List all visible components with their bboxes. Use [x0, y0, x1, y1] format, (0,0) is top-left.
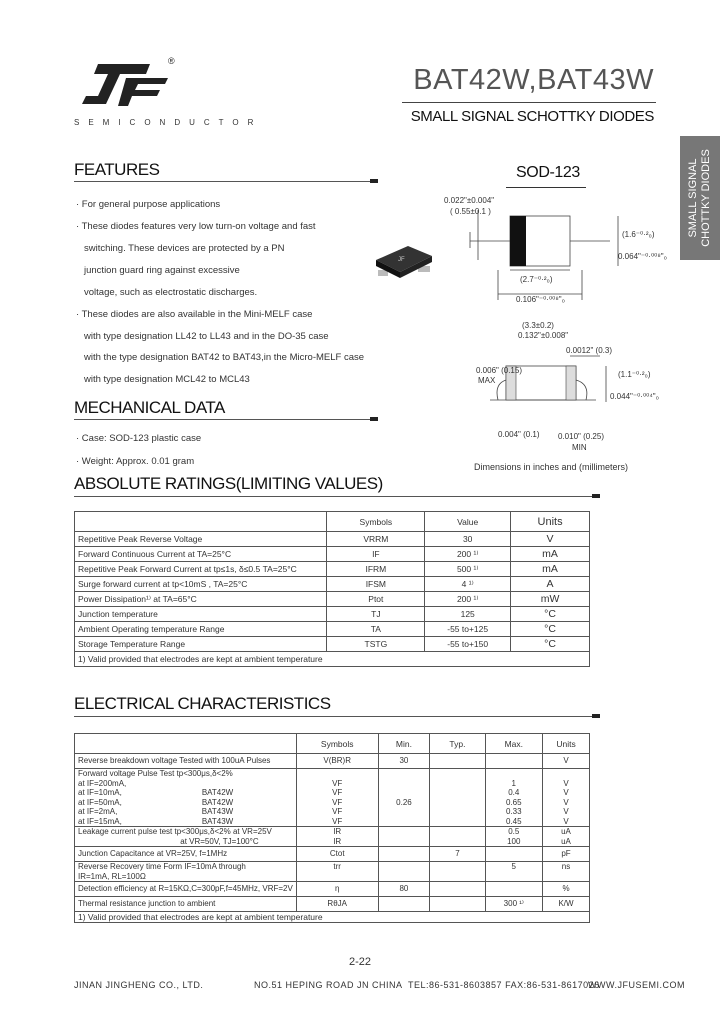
electrical-note: 1) Valid provided that electrodes are kept at ambient temperature — [75, 912, 590, 923]
typ-line — [433, 837, 481, 847]
package-caption: Dimensions in inches and (millimeters) — [474, 462, 629, 472]
sym-cell — [296, 847, 378, 862]
min-line: 80 — [399, 884, 409, 894]
unit-line — [546, 872, 586, 882]
param-cell: Repetitive Peak Reverse Voltage — [75, 532, 327, 547]
ratings-row — [75, 622, 590, 637]
param-line: at IF=2mA, BAT43W — [78, 807, 234, 816]
min-line — [382, 872, 427, 882]
typ-line — [433, 798, 481, 808]
ratings-row — [75, 592, 590, 607]
max-cell — [485, 897, 543, 912]
electrical-row — [75, 862, 590, 882]
typ-line — [433, 769, 481, 779]
max-line — [489, 769, 540, 779]
typ-cell — [430, 754, 485, 769]
ratings-table — [74, 511, 590, 667]
unit-line: ns — [561, 862, 571, 871]
param-cell: Ambient Operating temperature Range — [75, 622, 327, 637]
min-line — [382, 807, 427, 817]
symbol-cell: IF — [327, 547, 425, 562]
electrical-row — [75, 882, 590, 897]
symbol-cell: Ptot — [327, 592, 425, 607]
symbol-cell: TJ — [327, 607, 425, 622]
header-cell: Max. — [485, 734, 543, 754]
features-rule-mark — [370, 179, 378, 183]
mechanical-line: · Case: SOD-123 plastic case — [76, 433, 202, 444]
dim-body-length-in: 0.106"⁻⁰·⁰⁰⁸"₀ — [516, 295, 565, 304]
unit-line: uA — [561, 827, 571, 836]
sym-cell — [296, 897, 378, 912]
sym-line: IR — [333, 836, 342, 846]
min-line — [382, 779, 427, 789]
header-cell: Typ. — [430, 734, 485, 754]
max-line: 300 ¹⁾ — [503, 899, 524, 909]
param-line: IR=1mA, RL=100Ω — [78, 871, 146, 881]
param-cell: Junction temperature — [75, 607, 327, 622]
param-line: Forward voltage Pulse Test tp<300μs,δ<2% — [78, 769, 233, 778]
value-cell: 200 ¹⁾ — [425, 592, 511, 607]
ratings-row — [75, 532, 590, 547]
unit-cell: mA — [511, 547, 590, 562]
typ-line — [433, 827, 481, 837]
param-cell — [75, 754, 297, 769]
param-cell — [75, 882, 297, 897]
feature-line: with type designation LL42 to LL43 and in the DO-35 case — [84, 331, 329, 342]
unit-line: V — [563, 807, 569, 816]
min-line — [382, 862, 427, 872]
unit-cell: mW — [511, 592, 590, 607]
typ-line — [433, 884, 481, 894]
max-line: 0.65 — [505, 797, 522, 807]
sym-line — [300, 872, 375, 882]
min-cell — [378, 847, 430, 862]
dim-body-length-mm: (2.7⁻⁰·²₀) — [520, 275, 553, 284]
value-cell: -55 to+125 — [425, 622, 511, 637]
mechanical-title: MECHANICAL DATA — [74, 398, 225, 417]
dim-lead-thickness: 0.0012" (0.3) — [566, 346, 612, 355]
max-cell — [485, 827, 543, 847]
unit-cell: °C — [511, 622, 590, 637]
unit-line: V — [563, 778, 569, 788]
typ-cell — [430, 847, 485, 862]
max-line: 5 — [511, 862, 516, 871]
dim-lead-length-min: MIN — [572, 443, 587, 452]
unit-cell: °C — [511, 637, 590, 652]
feature-line: with the type designation BAT42 to BAT43,in the Micro-MELF case — [84, 352, 365, 363]
registered-mark: ® — [168, 56, 175, 66]
min-cell — [378, 827, 430, 847]
sym-cell — [296, 827, 378, 847]
company-sub-text: SEMICONDUCTOR — [74, 118, 263, 127]
electrical-title: ELECTRICAL CHARACTERISTICS — [74, 694, 331, 713]
feature-line: · These diodes features very low turn-on voltage and fast — [76, 221, 316, 232]
feature-line: voltage, such as electrostatic discharges. — [84, 287, 258, 298]
header-cell: Value — [425, 512, 511, 532]
param-cell — [75, 827, 297, 847]
typ-line — [433, 788, 481, 798]
ratings-header-row — [75, 512, 590, 532]
sym-line: VF — [332, 816, 343, 826]
value-cell: 125 — [425, 607, 511, 622]
min-cell — [378, 769, 430, 827]
ratings-rule-mark — [592, 494, 600, 498]
param-line: at IF=10mA, BAT42W — [78, 788, 234, 797]
min-line — [382, 769, 427, 779]
param-cell — [75, 862, 297, 882]
sym-cell — [296, 862, 378, 882]
sym-cell — [296, 769, 378, 827]
electrical-rule — [74, 716, 600, 717]
sym-line: VF — [332, 788, 343, 797]
unit-line — [546, 769, 586, 779]
dim-lead-width-mm: ( 0.55±0.1 ) — [450, 207, 491, 216]
max-cell — [485, 769, 543, 827]
min-line — [382, 817, 427, 827]
package-title: SOD-123 — [516, 164, 580, 181]
unit-cell: mA — [511, 562, 590, 577]
param-line: at IF=200mA, — [78, 778, 127, 788]
typ-line: 7 — [455, 849, 460, 859]
feature-line: · These diodes are also available in the Mini-MELF case — [76, 309, 313, 320]
unit-cell — [543, 827, 590, 847]
max-line — [489, 872, 540, 882]
min-line — [382, 827, 427, 837]
unit-line: uA — [561, 836, 571, 846]
param-cell — [75, 769, 297, 827]
ratings-row — [75, 577, 590, 592]
symbol-cell: TSTG — [327, 637, 425, 652]
footer-website: WWW.JFUSEMI.COM — [588, 980, 685, 990]
dim-lead-width-in: 0.022"±0.004" — [444, 196, 495, 205]
electrical-row — [75, 847, 590, 862]
min-cell — [378, 897, 430, 912]
features-rule — [74, 181, 378, 182]
max-line: 0.45 — [505, 816, 522, 826]
dim-standoff: 0.006" (0.15) — [476, 366, 522, 375]
symbol-cell: IFRM — [327, 562, 425, 577]
value-cell: 500 ¹⁾ — [425, 562, 511, 577]
side-tab — [680, 136, 720, 260]
sym-line: VF — [332, 807, 343, 816]
dim-body-height-mm: (1.6⁻⁰·²₀) — [622, 230, 655, 239]
unit-cell: V — [511, 532, 590, 547]
sym-line: IR — [333, 827, 342, 836]
electrical-header-row — [75, 734, 590, 754]
param-line: at IF=15mA, BAT43W — [78, 816, 234, 826]
header-cell: Units — [511, 512, 590, 532]
param-cell: Forward Continuous Current at TA=25°C — [75, 547, 327, 562]
min-cell — [378, 754, 430, 769]
sym-cell — [296, 882, 378, 897]
ratings-row — [75, 547, 590, 562]
param-cell: Surge forward current at tp<10mS , TA=25°C — [75, 577, 327, 592]
footer-address: NO.51 HEPING ROAD JN CHINA — [254, 980, 403, 990]
ratings-row — [75, 607, 590, 622]
unit-cell — [543, 754, 590, 769]
unit-cell — [543, 897, 590, 912]
mechanical-rule — [74, 419, 378, 420]
electrical-row — [75, 754, 590, 769]
package-title-rule — [506, 187, 586, 188]
sym-line: Ctot — [329, 849, 345, 859]
unit-cell — [543, 847, 590, 862]
max-line — [489, 756, 540, 766]
min-line: 0.26 — [396, 797, 412, 807]
ratings-title: ABSOLUTE RATINGS(LIMITING VALUES) — [74, 474, 383, 493]
sym-line: VF — [332, 797, 343, 807]
ratings-row — [75, 562, 590, 577]
dim-overall-length-in: 0.132"±0.008" — [518, 331, 569, 340]
dim-standoff-max: MAX — [478, 376, 496, 385]
dim-overall-length-mm: (3.3±0.2) — [522, 321, 554, 330]
sym-cell — [296, 754, 378, 769]
footer-tel-fax: TEL:86-531-8603857 FAX:86-531-8617026 — [408, 980, 600, 990]
header-cell — [75, 734, 297, 754]
max-line: 100 — [507, 836, 521, 846]
electrical-row — [75, 827, 590, 847]
typ-cell — [430, 769, 485, 827]
electrical-row — [75, 769, 590, 827]
unit-cell: A — [511, 577, 590, 592]
sym-line: RθJA — [327, 899, 347, 909]
param-cell: Storage Temperature Range — [75, 637, 327, 652]
side-tab-text — [687, 149, 713, 247]
dim-side-height-mm: (1.1⁻⁰·²₀) — [618, 370, 651, 379]
param-line: at IF=50mA, BAT42W — [78, 797, 234, 807]
unit-cell — [543, 769, 590, 827]
min-line — [382, 899, 427, 909]
value-cell: 4 ¹⁾ — [425, 577, 511, 592]
max-line: 0.5 — [508, 827, 520, 836]
param-line: Detection efficiency at R=15KΩ,C=300pF,f=45MHz, VRF=2V — [78, 884, 293, 894]
max-line: 0.33 — [505, 807, 522, 816]
page-number: 2-22 — [349, 956, 372, 968]
header-cell: Symbols — [327, 512, 425, 532]
param-cell — [75, 847, 297, 862]
company-logo — [80, 62, 172, 108]
ratings-row — [75, 637, 590, 652]
sym-line: VF — [332, 778, 343, 788]
min-line — [382, 788, 427, 798]
min-line: 30 — [399, 756, 409, 766]
unit-line: K/W — [558, 899, 574, 909]
side-tab-line-2: CHOTTKY DIODES — [700, 149, 712, 247]
unit-cell: °C — [511, 607, 590, 622]
dim-bottom-gap: 0.004" (0.1) — [498, 430, 540, 439]
param-line: Leakage current pulse test tp<300μs,δ<2% at VR=25V — [78, 827, 272, 836]
max-line — [489, 849, 540, 859]
electrical-table — [74, 733, 590, 923]
typ-line — [433, 779, 481, 789]
typ-cell — [430, 897, 485, 912]
unit-line: % — [562, 884, 570, 894]
max-cell — [485, 754, 543, 769]
value-cell: 200 ¹⁾ — [425, 547, 511, 562]
feature-line: with type designation MCL42 to MCL43 — [84, 374, 250, 385]
symbol-cell: IFSM — [327, 577, 425, 592]
subtitle: SMALL SIGNAL SCHOTTKY DIODES — [410, 108, 654, 125]
min-line — [382, 837, 427, 847]
sym-line: η — [334, 884, 340, 894]
param-line: Junction Capacitance at VR=25V, f=1MHz — [78, 849, 228, 859]
title-rule — [402, 102, 656, 103]
header-cell: Min. — [378, 734, 430, 754]
symbol-cell: TA — [327, 622, 425, 637]
feature-line: junction guard ring against excessive — [84, 265, 240, 276]
value-cell: 30 — [425, 532, 511, 547]
param-cell: Power Dissipation¹⁾ at TA=65°C — [75, 592, 327, 607]
param-line: Reverse breakdown voltage Tested with 100uA Pulses — [78, 756, 271, 766]
sym-line: V(BR)R — [323, 756, 351, 766]
min-line — [382, 849, 427, 859]
max-line: 1 — [511, 778, 516, 788]
ratings-note: 1) Valid provided that electrodes are kept at ambient temperature — [75, 652, 590, 667]
unit-line: pF — [561, 849, 571, 859]
unit-line: V — [563, 816, 569, 826]
package-drawing — [440, 190, 680, 450]
typ-line — [433, 899, 481, 909]
side-tab-line-1: SMALL SIGNAL — [687, 158, 699, 238]
dim-lead-length: 0.010" (0.25) — [558, 432, 604, 441]
sym-line: trr — [333, 862, 341, 871]
param-line: Thermal resistance junction to ambient — [78, 899, 216, 909]
typ-line — [433, 872, 481, 882]
feature-line: · For general purpose applications — [76, 199, 221, 210]
unit-cell — [543, 862, 590, 882]
header-cell: Symbols — [296, 734, 378, 754]
typ-cell — [430, 862, 485, 882]
unit-cell — [543, 882, 590, 897]
electrical-rule-mark — [592, 714, 600, 718]
electrical-row — [75, 897, 590, 912]
max-line: 0.4 — [508, 788, 520, 797]
svg-text:JF: JF — [398, 257, 405, 263]
typ-line — [433, 817, 481, 827]
max-cell — [485, 847, 543, 862]
max-cell — [485, 882, 543, 897]
feature-line: switching. These devices are protected by a PN — [84, 243, 285, 254]
mechanical-line: · Weight: Approx. 0.01 gram — [76, 456, 195, 467]
unit-line: V — [563, 788, 569, 797]
package-photo — [372, 240, 436, 284]
header-cell: Units — [543, 734, 590, 754]
typ-line — [433, 807, 481, 817]
typ-cell — [430, 827, 485, 847]
symbol-cell: VRRM — [327, 532, 425, 547]
dim-side-height-in: 0.044"⁻⁰·⁰⁰⁴"₀ — [610, 392, 659, 401]
footer-company: JINAN JINGHENG CO., LTD. — [74, 980, 204, 990]
typ-cell — [430, 882, 485, 897]
typ-line — [433, 862, 481, 872]
mechanical-rule-mark — [370, 417, 378, 421]
param-cell: Repetitive Peak Forward Current at tp≤1s, δ≤0.5 TA=25°C — [75, 562, 327, 577]
ratings-rule — [74, 496, 600, 497]
value-cell: -55 to+150 — [425, 637, 511, 652]
features-title: FEATURES — [74, 160, 160, 179]
param-cell — [75, 897, 297, 912]
max-cell — [485, 862, 543, 882]
unit-line: V — [563, 756, 569, 766]
dim-body-height-in: 0.064"⁻⁰·⁰⁰⁸"₀ — [618, 252, 667, 261]
sym-line — [300, 769, 375, 779]
part-title: BAT42W,BAT43W — [413, 64, 654, 96]
typ-line — [433, 756, 481, 766]
min-cell — [378, 882, 430, 897]
max-line — [489, 884, 540, 894]
header-cell — [75, 512, 327, 532]
min-cell — [378, 862, 430, 882]
param-line: Reverse Recovery time Form IF=10mA through — [78, 862, 246, 871]
unit-line: V — [563, 797, 569, 807]
param-line: at VR=50V, TJ=100°C — [78, 836, 259, 846]
